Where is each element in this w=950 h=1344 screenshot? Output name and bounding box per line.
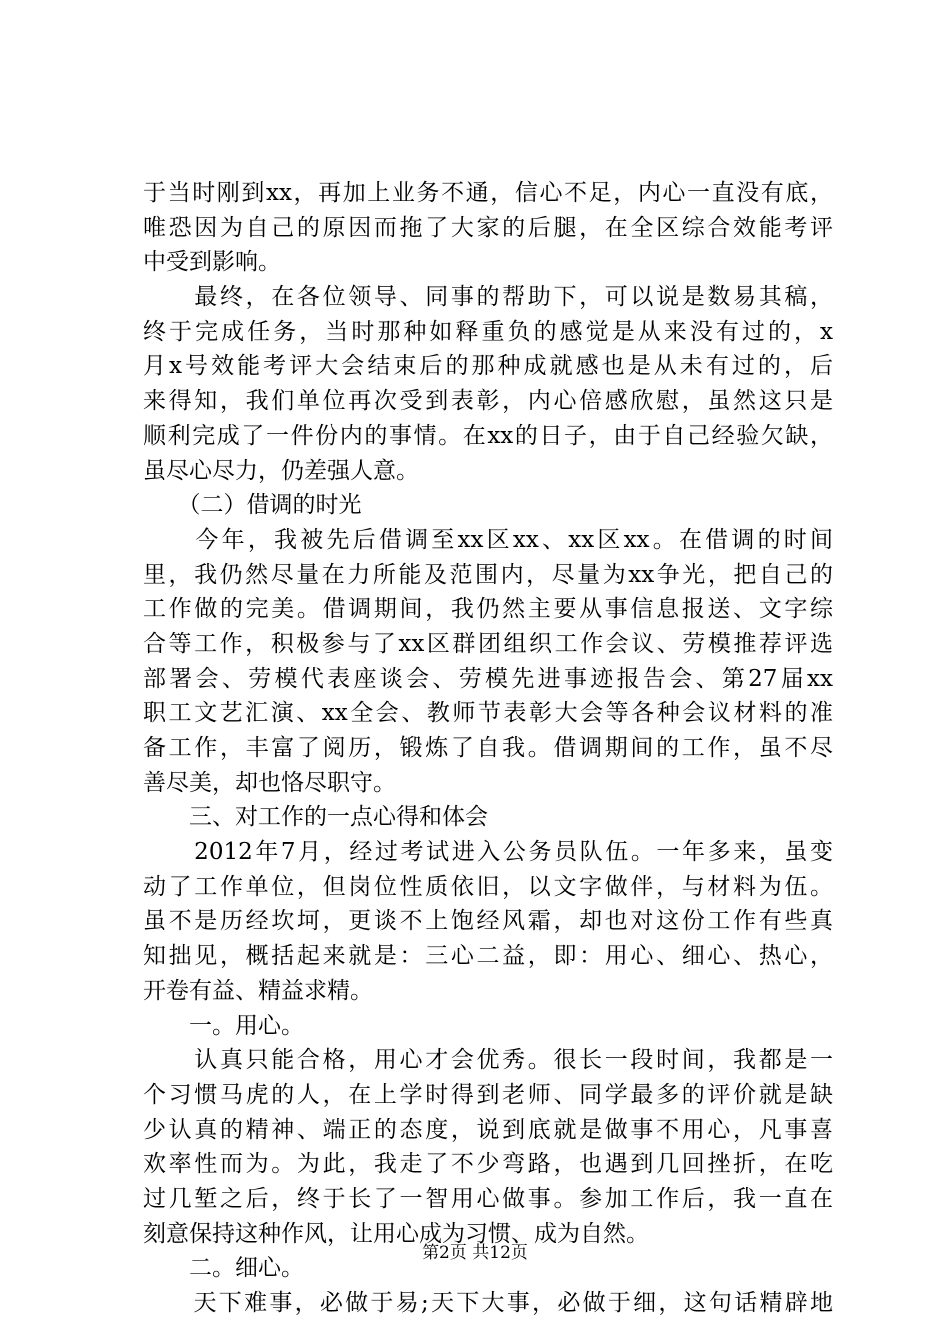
text-line: 今年，我被先后借调至xx区xx、xx区xx。在借调的时间 (143, 526, 833, 553)
document-body (143, 176, 833, 1321)
text-line: 虽不是历经坎坷，更谈不上饱经风霜，却也对这份工作有些真 (143, 908, 833, 935)
text-line: 欢率性而为。为此，我走了不少弯路，也遇到几回挫折，在吃 (143, 1151, 833, 1178)
text-line: 职工文艺汇演、xx全会、教师节表彰大会等各种会议材料的准 (143, 700, 833, 727)
text-line: 来得知，我们单位再次受到表彰，内心倍感欣慰，虽然这只是 (143, 388, 833, 415)
text-line: 2012年7月，经过考试进入公务员队伍。一年多来，虽变 (143, 839, 833, 866)
text-line: 最终，在各位领导、同事的帮助下，可以说是数易其稿， (143, 284, 833, 311)
text-line: 月x号效能考评大会结束后的那种成就感也是从未有过的，后 (143, 353, 833, 380)
text-line: 少认真的精神、端正的态度，说到底就是做事不用心，凡事喜 (143, 1116, 833, 1143)
text-line: 三、对工作的一点心得和体会 (143, 804, 488, 831)
text-line: 合等工作，积极参与了xx区群团组织工作会议、劳模推荐评选 (143, 630, 833, 657)
text-line: 过几堑之后，终于长了一智用心做事。参加工作后，我一直在 (143, 1185, 833, 1212)
page-footer: 第2页 共12页 (422, 1243, 528, 1263)
text-line: 中受到影响。 (143, 249, 281, 276)
text-line: 备工作，丰富了阅历，锻炼了自我。借调期间的工作，虽不尽 (143, 735, 833, 761)
text-line: 善尽美，却也恪尽职守。 (143, 769, 396, 796)
text-line: 开卷有益、精益求精。 (143, 977, 373, 1004)
text-line: 于当时刚到xx，再加上业务不通，信心不足，内心一直没有底， (143, 180, 833, 206)
text-line: 唯恐因为自己的原因而拖了大家的后腿，在全区综合效能考评 (143, 214, 833, 241)
text-line: 天下难事，必做于易;天下大事，必做于细，这句话精辟地 (143, 1290, 833, 1316)
text-line: 终于完成任务，当时那种如释重负的感觉是从来没有过的，x (143, 318, 833, 345)
text-line: 部署会、劳模代表座谈会、劳模先进事迹报告会、第27届xx (143, 665, 833, 692)
text-line: 二。细心。 (143, 1255, 304, 1282)
text-line: 知拙见，概括起来就是：三心二益，即：用心、细心、热心， (143, 943, 833, 970)
text-line: 一。用心。 (143, 1012, 304, 1039)
text-line: 虽尽心尽力，仍差强人意。 (143, 457, 419, 484)
text-line: 个习惯马虎的人，在上学时得到老师、同学最多的评价就是缺 (143, 1081, 833, 1108)
text-line: 顺利完成了一件份内的事情。在xx的日子，由于自己经验欠缺， (143, 422, 833, 449)
text-line: 工作做的完美。借调期间，我仍然主要从事信息报送、文字综 (143, 596, 833, 623)
text-line: 刻意保持这种作风，让用心成为习惯、成为自然。 (143, 1220, 649, 1247)
text-line: （二）借调的时光 (143, 492, 362, 519)
text-line: 认真只能合格，用心才会优秀。很长一段时间，我都是一 (143, 1047, 833, 1074)
text-line: 里，我仍然尽量在力所能及范围内，尽量为xx争光，把自己的 (143, 561, 833, 588)
text-line: 动了工作单位，但岗位性质依旧，以文字做伴，与材料为伍。 (143, 873, 833, 900)
